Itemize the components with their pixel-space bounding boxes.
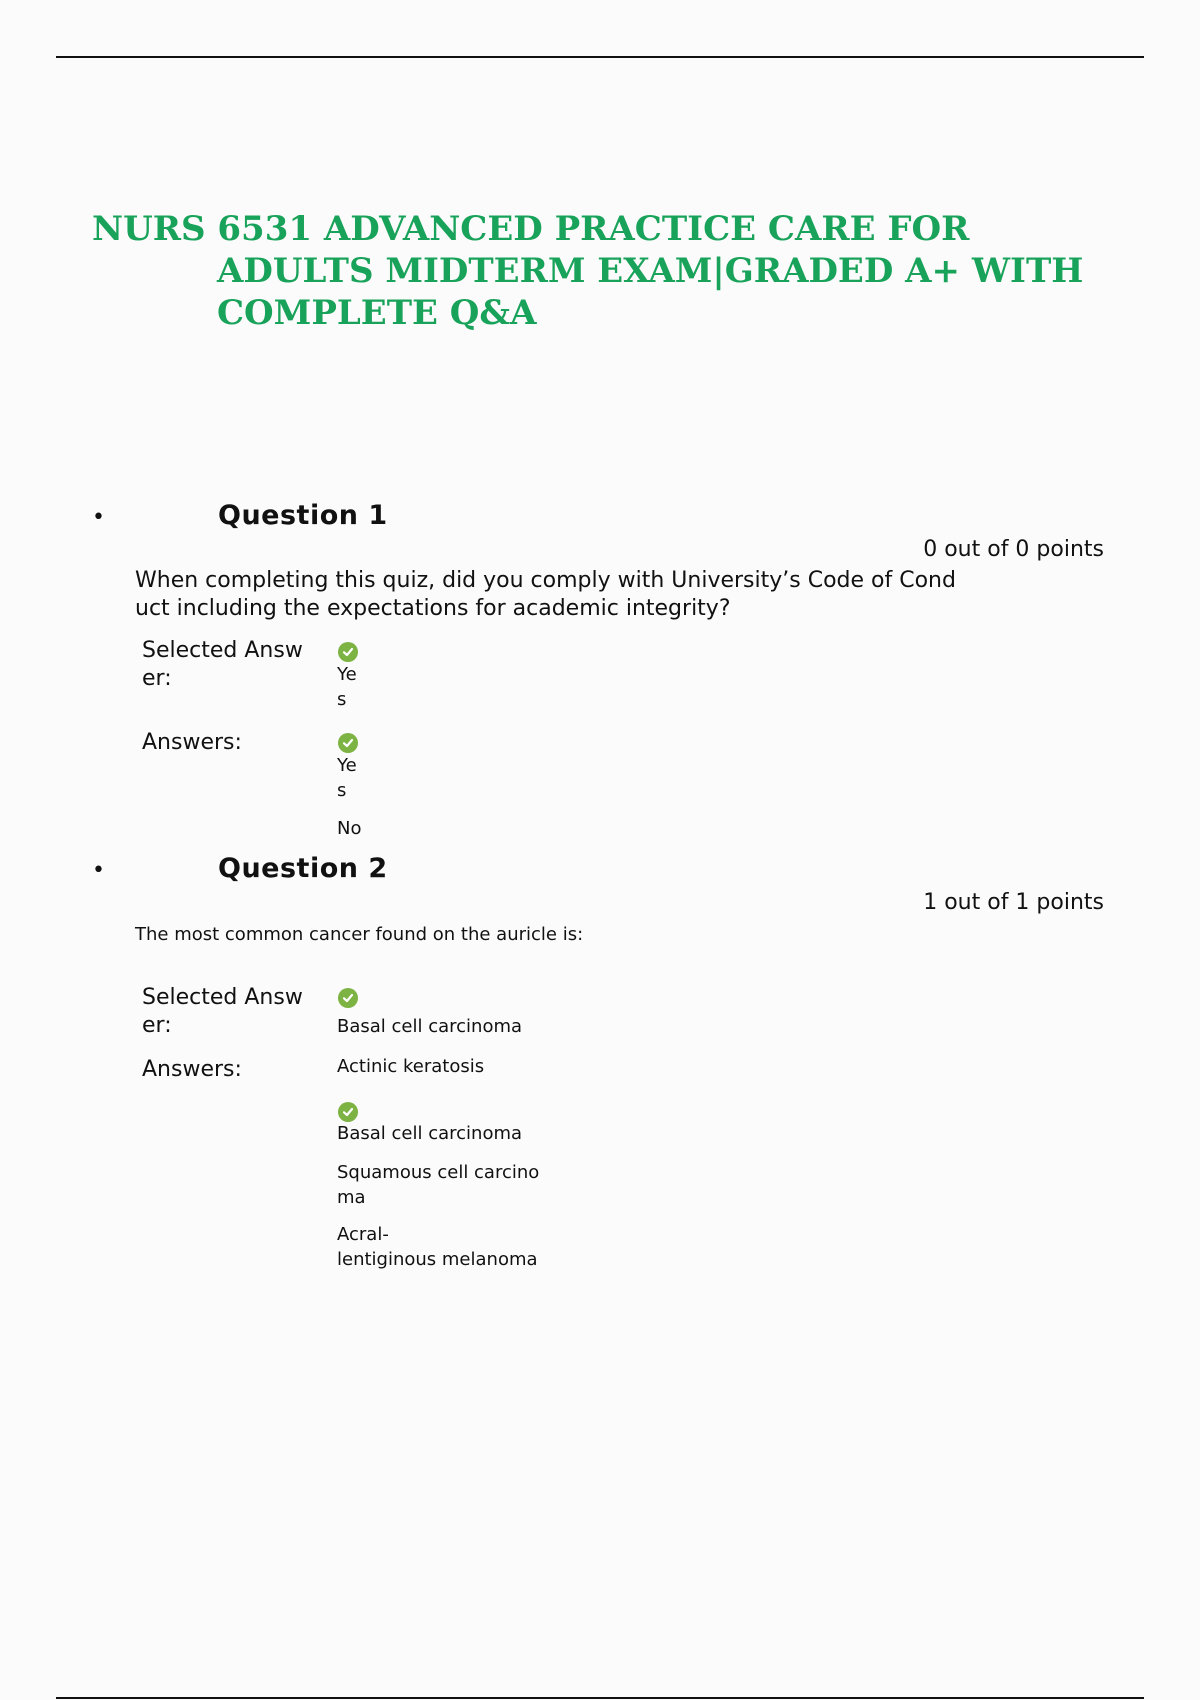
question-2-text: The most common cancer found on the auricle is:	[135, 924, 584, 945]
question-2-answer-2: Basal cell carcinoma	[337, 1123, 523, 1144]
question-2-selected-answer: Basal cell carcinoma	[337, 1016, 523, 1037]
question-1-selected-answer: Ye s	[337, 664, 357, 710]
title-line-2: ADULTS MIDTERM EXAM|GRADED A+ WITH	[217, 251, 1084, 291]
question-2-answer-1: Actinic keratosis	[337, 1056, 485, 1077]
question-1-bullet: •	[92, 505, 105, 530]
question-1-answer-1: Ye s	[337, 755, 357, 801]
question-1-selected-label: Selected Answ er:	[142, 638, 303, 691]
correct-check-icon	[338, 733, 358, 753]
title-line-1: NURS 6531 ADVANCED PRACTICE CARE FOR	[92, 209, 970, 249]
question-2-selected-label: Selected Answ er:	[142, 985, 303, 1038]
bottom-rule	[56, 1697, 1144, 1699]
question-1-heading: Question 1	[218, 500, 388, 531]
question-1-text: When completing this quiz, did you comply with University’s Code of Cond uct including the expectations for academic integrity?	[135, 568, 956, 621]
question-2-answer-3: Squamous cell carcino ma	[337, 1162, 540, 1208]
document-title	[92, 208, 1112, 334]
correct-check-icon	[338, 1102, 358, 1122]
question-1-points: 0 out of 0 points	[923, 537, 1104, 562]
question-2-answer-4: Acral- lentiginous melanoma	[337, 1224, 538, 1270]
correct-check-icon	[338, 642, 358, 662]
correct-check-icon	[338, 988, 358, 1008]
top-rule	[56, 56, 1144, 58]
question-2-points: 1 out of 1 points	[923, 890, 1104, 915]
title-line-3: COMPLETE Q&A	[217, 293, 537, 333]
question-2-heading: Question 2	[218, 853, 388, 884]
question-1-answers-label: Answers:	[142, 730, 242, 755]
question-2-bullet: •	[92, 858, 105, 883]
question-2-answers-label: Answers:	[142, 1057, 242, 1082]
question-1-answer-2: No	[337, 818, 362, 839]
